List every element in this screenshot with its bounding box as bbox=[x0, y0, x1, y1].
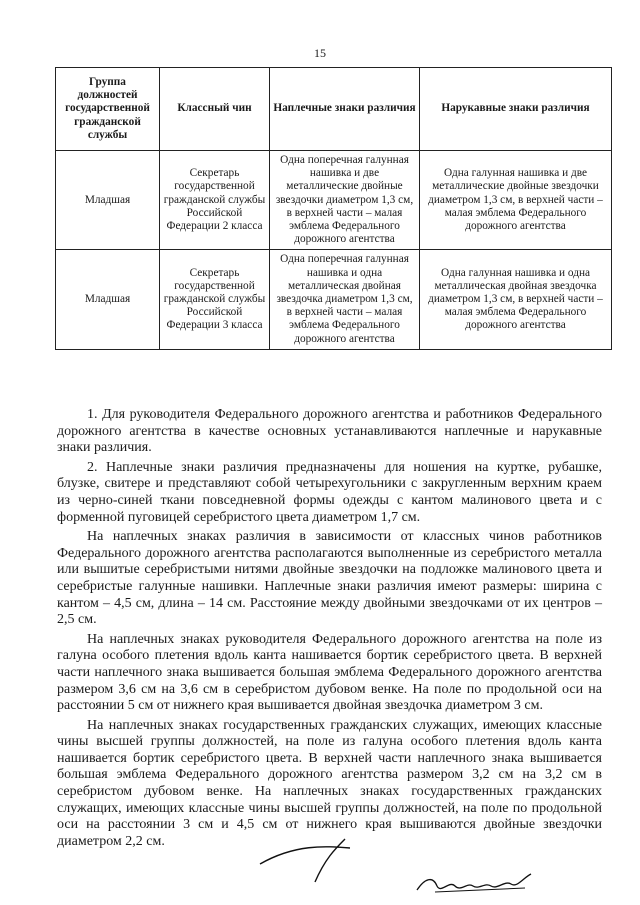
cell-shoulder: Одна поперечная галунная нашивка и две металлические двойные звездочки диаметром 1,3 см, в верхней части – малая эмблема Федерального дорожного агентства bbox=[270, 151, 420, 250]
cell-rank: Секретарь государственной гражданской службы Российской Федерации 3 класса bbox=[160, 250, 270, 349]
cell-shoulder: Одна поперечная галунная нашивка и одна металлическая двойная звездочка диаметром 1,3 см, в верхней части – малая эмблема Федерального дорожного агентства bbox=[270, 250, 420, 349]
signature bbox=[415, 868, 535, 898]
paragraph: На наплечных знаках руководителя Федерального дорожного агентства на поле из галуна особого плетения вдоль канта нашивается бортик серебристого цвета. В верхней части наплечного знака вышивается большая эмблема Федерального дорожного агентства размером 3,6 см на 3,6 см в серебристом дубовом венке. На поле по продольной оси на расстоянии 5 см от нижнего края вышивается двойная звездочка диаметром 3 см. bbox=[57, 631, 602, 714]
paragraph: На наплечных знаках государственных гражданских служащих, имеющих классные чины высшей группы должностей, на поле из галуна особого плетения вдоль канта нашивается бортик серебристого цвета. В верхней части наплечного знака вышивается большая эмблема Федерального дорожного агентства размером 3,2 см на 3,2 см в серебристом дубовом венке. На наплечных знаках государственных гражданских служащих, имеющих классные чины высшей группы должностей, на поле по продольной оси на расстоянии 3 см и 4,5 см от нижнего края вышиваются двойные звездочки диаметром 2,2 см. bbox=[57, 717, 602, 849]
header-group: Группа должностей государственной гражданской службы bbox=[56, 68, 160, 151]
header-rank: Классный чин bbox=[160, 68, 270, 151]
header-shoulder: Наплечные знаки различия bbox=[270, 68, 420, 151]
rank-insignia-table bbox=[55, 67, 612, 350]
header-sleeve: Нарукавные знаки различия bbox=[420, 68, 612, 151]
cell-sleeve: Одна галунная нашивка и две металлические двойные звездочки диаметром 1,3 см, в верхней части – малая эмблема Федерального дорожного агентства bbox=[420, 151, 612, 250]
cell-group: Младшая bbox=[56, 151, 160, 250]
cell-sleeve: Одна галунная нашивка и одна металлическая двойная звездочка диаметром 1,3 см, в верхней части – малая эмблема Федерального дорожного агентства bbox=[420, 250, 612, 349]
signature-strike-mark bbox=[255, 834, 435, 889]
cell-group: Младшая bbox=[56, 250, 160, 349]
paragraph: 2. Наплечные знаки различия предназначены для ношения на куртке, рубашке, блузке, свитере и представляют собой четырехугольники с закругленным верхним краем из черно-синей ткани повседневной формы одежды с кантом малинового цвета и с форменной пуговицей серебристого цвета диаметром 1,7 см. bbox=[57, 459, 602, 525]
body-text bbox=[57, 407, 602, 853]
paragraph: 1. Для руководителя Федерального дорожного агентства и работников Федерального дорожного агентства в качестве основных устанавливаются наплечные и нарукавные знаки различия. bbox=[57, 407, 602, 456]
table-row bbox=[56, 151, 612, 250]
page-number: 15 bbox=[314, 46, 326, 60]
cell-rank: Секретарь государственной гражданской службы Российской Федерации 2 класса bbox=[160, 151, 270, 250]
paragraph: На наплечных знаках различия в зависимости от классных чинов работников Федерального дорожного агентства располагаются выполненные из серебристого металла или вышитые серебристыми нитями двойные звездочки на подложке малинового цвета и серебристые галунные нашивки. Наплечные знаки различия имеют размеры: ширина с кантом – 4,5 см, длина – 14 см. Расстояние между двойными звездочками от их центров – 2,5 см. bbox=[57, 529, 602, 628]
table-header-row bbox=[56, 68, 612, 151]
table-row bbox=[56, 250, 612, 349]
